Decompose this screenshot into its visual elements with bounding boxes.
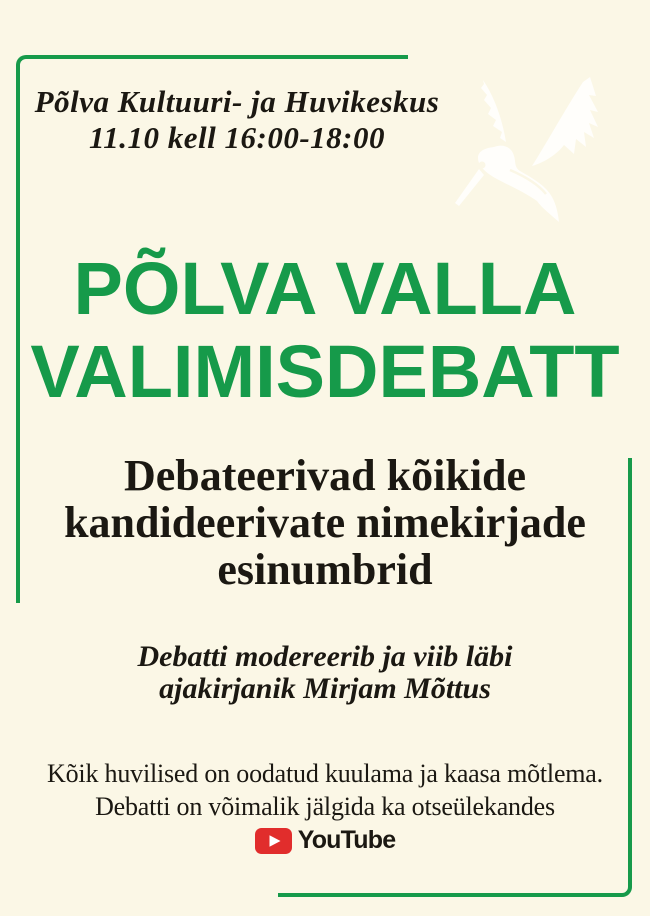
title-line-1: PÕLVA VALLA bbox=[73, 247, 577, 330]
youtube-wordmark: YouTube bbox=[297, 826, 396, 854]
youtube-logo bbox=[0, 826, 650, 855]
subtitle-line-2: kandideerivate nimekirjade bbox=[64, 498, 586, 548]
debate-description bbox=[0, 452, 650, 593]
venue-name: Põlva Kultuuri- ja Huvikeskus bbox=[34, 84, 440, 119]
poster-title bbox=[0, 248, 650, 414]
youtube-play-icon bbox=[255, 828, 292, 854]
subtitle-line-3: esinumbrid bbox=[217, 545, 433, 595]
moderator-info bbox=[0, 641, 650, 704]
audience-info bbox=[0, 758, 650, 823]
event-datetime: 11.10 kell 16:00-18:00 bbox=[89, 120, 385, 156]
hummingbird-icon bbox=[450, 70, 610, 230]
moderator-line-1: Debatti modereerib ja viib läbi bbox=[137, 640, 513, 673]
footer-line-2: Debatti on võimalik jälgida ka otseülekandes bbox=[95, 791, 555, 821]
event-info bbox=[28, 84, 446, 157]
title-line-2: VALIMISDEBATT bbox=[30, 329, 620, 413]
moderator-line-2: ajakirjanik Mirjam Mõttus bbox=[159, 671, 491, 705]
subtitle-line-1: Debateerivad kõikide bbox=[123, 451, 527, 500]
footer-line-1: Kõik huvilised on oodatud kuulama ja kaasa mõtlema. bbox=[47, 759, 603, 788]
